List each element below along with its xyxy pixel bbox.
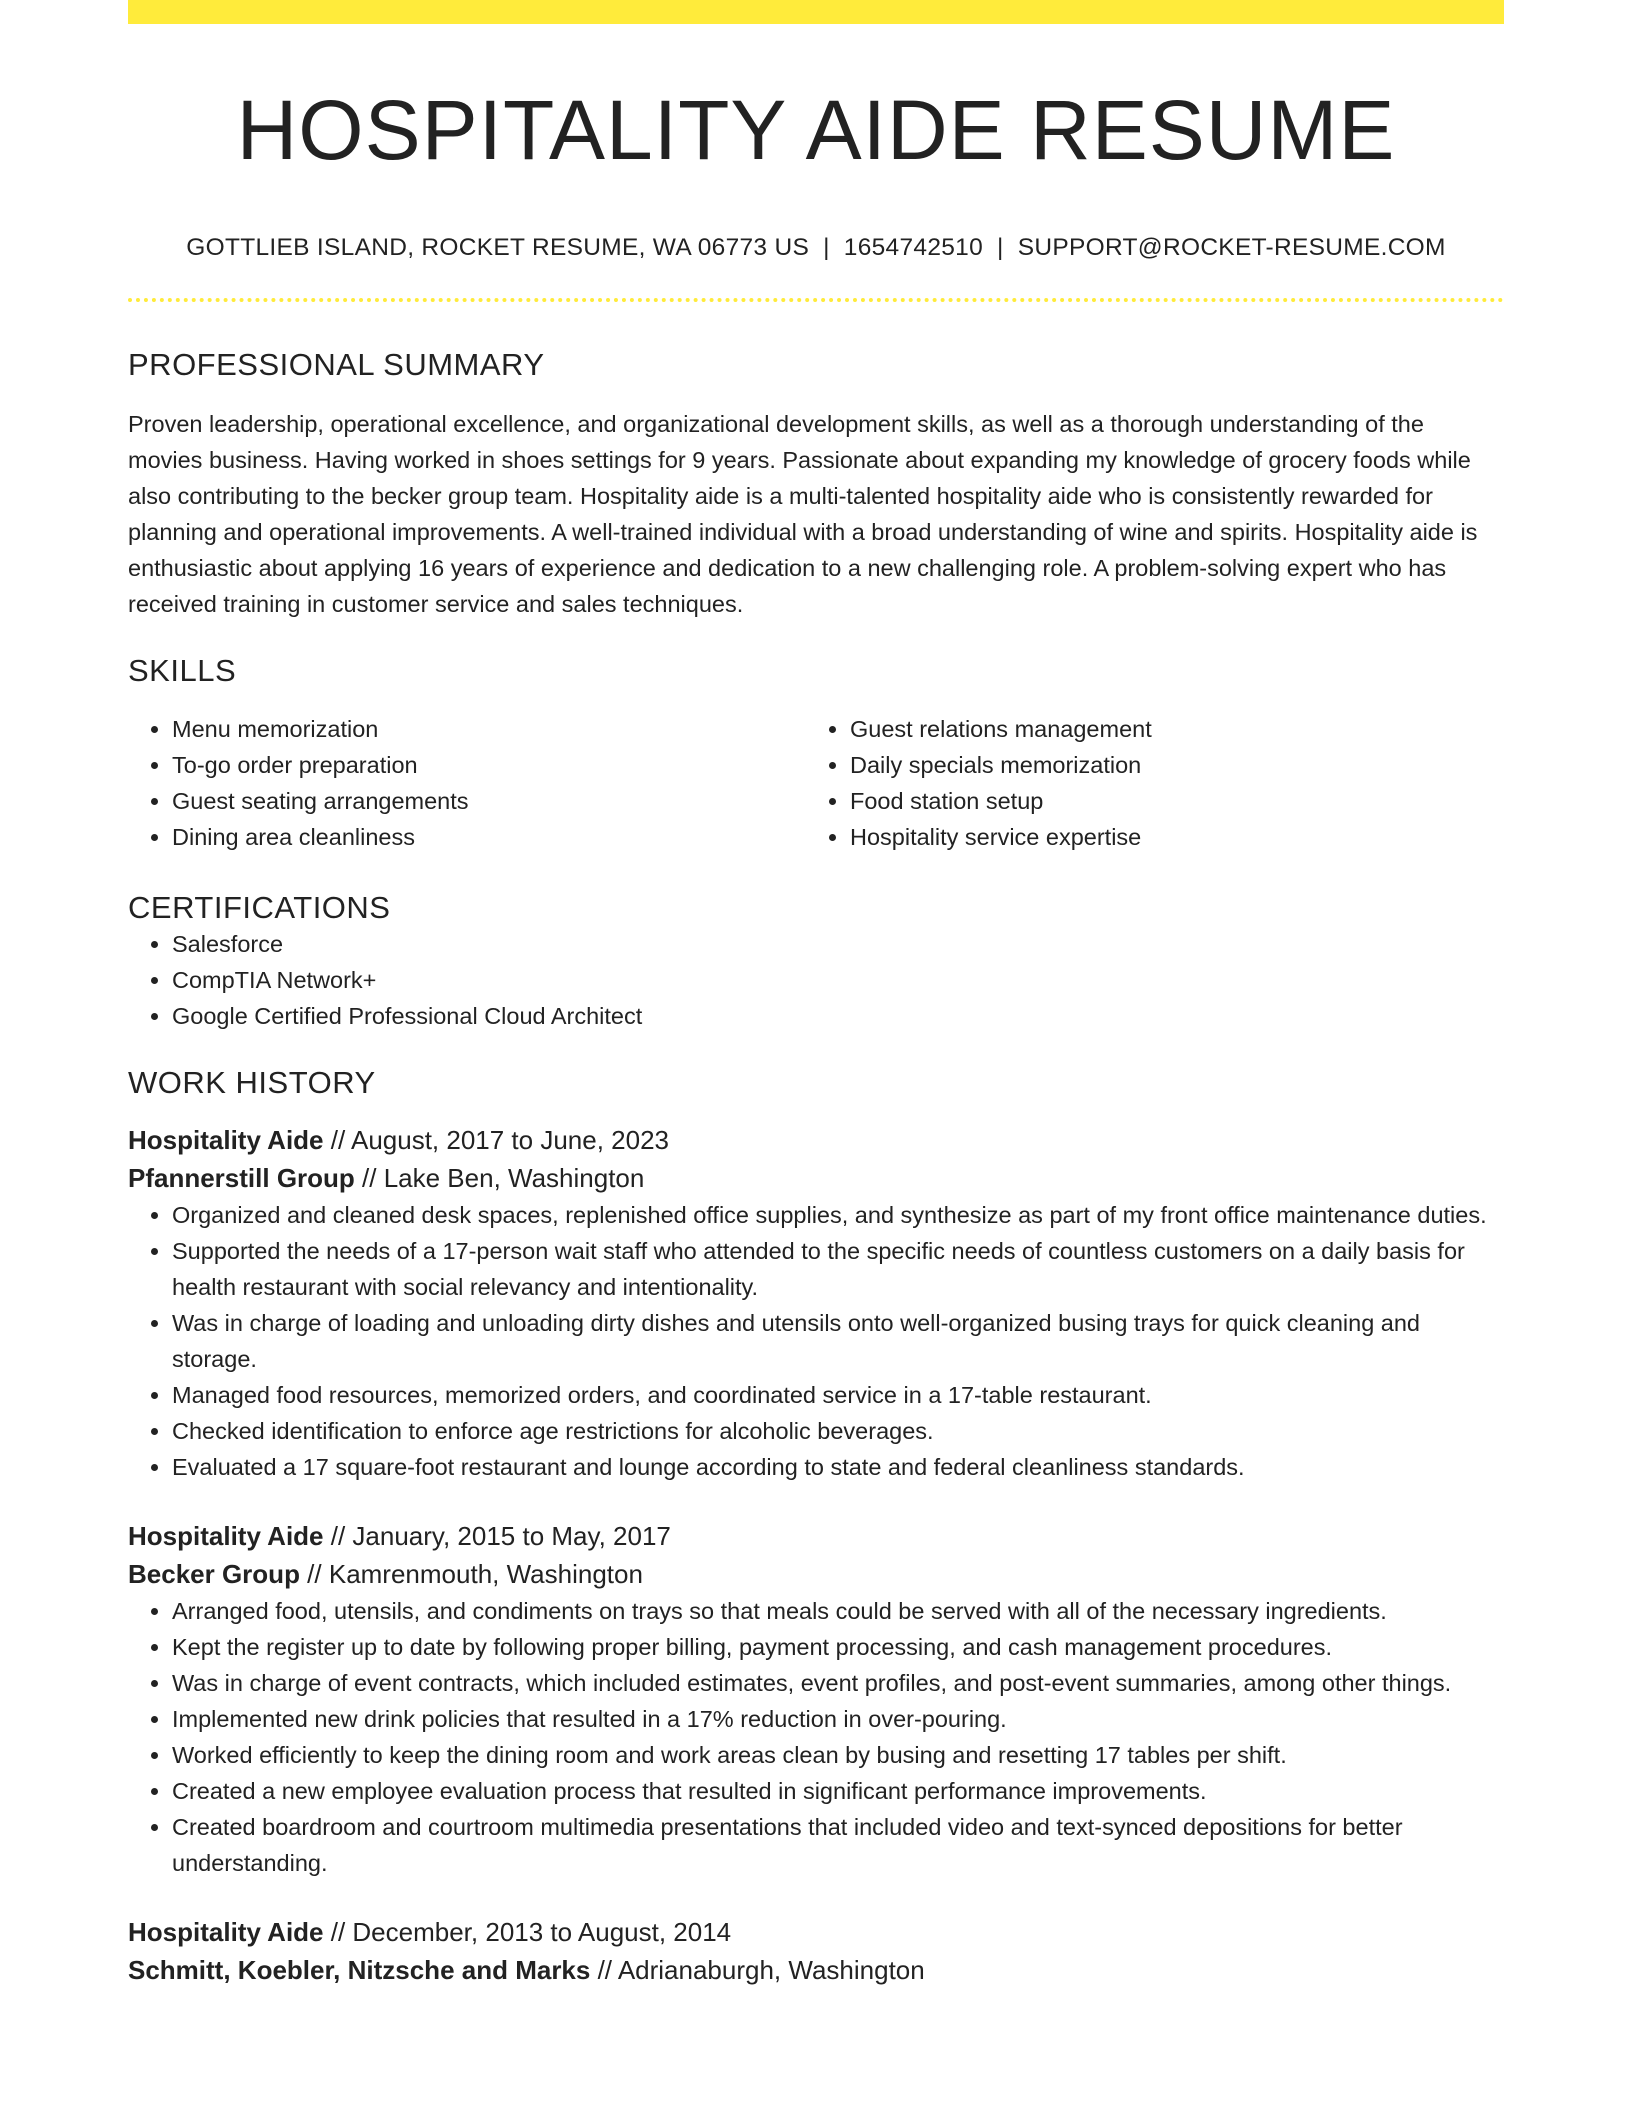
job-entry [128, 1121, 1504, 1485]
job-title-line [128, 1517, 1504, 1555]
certifications-heading: CERTIFICATIONS [128, 889, 391, 925]
certification-item: • Google Certified Professional Cloud Architect [172, 998, 1504, 1034]
contact-line [128, 234, 1504, 262]
job-company: Pfannerstill Group [128, 1163, 355, 1194]
certification-item: • CompTIA Network+ [172, 962, 1504, 998]
job-company: Schmitt, Koebler, Nitzsche and Marks [128, 1955, 591, 1986]
job-title: Hospitality Aide [128, 1521, 324, 1552]
job-company-line [128, 1159, 1504, 1197]
job-bullet: • Organized and cleaned desk spaces, replenished office supplies, and synthesize as part of my front office maintenance duties. [172, 1197, 1504, 1233]
skill-item: • Guest seating arrangements [172, 783, 806, 819]
job-location: // Kamrenmouth, Washington [299, 1559, 643, 1590]
contact-separator: | [997, 234, 1004, 262]
contact-address: GOTTLIEB ISLAND, ROCKET RESUME, WA 06773 US [186, 234, 810, 262]
skills-grid [128, 711, 1504, 855]
job-bullet: • Was in charge of event contracts, which included estimates, event profiles, and post-event summaries, among other things. [172, 1665, 1504, 1701]
job-location: // Lake Ben, Washington [354, 1163, 645, 1194]
skill-item: • Hospitality service expertise [850, 819, 1484, 855]
job-title-line [128, 1121, 1504, 1159]
skill-item: • To-go order preparation [172, 747, 806, 783]
job-dates: // August, 2017 to June, 2023 [323, 1125, 670, 1156]
job-dates: // December, 2013 to August, 2014 [323, 1917, 732, 1948]
certifications-list [128, 926, 1504, 1034]
job-bullets [128, 1197, 1504, 1485]
skills-list-right [806, 711, 1484, 855]
skill-item: • Menu memorization [172, 711, 806, 747]
job-title: Hospitality Aide [128, 1125, 324, 1156]
job-company: Becker Group [128, 1559, 300, 1590]
job-dates: // January, 2015 to May, 2017 [323, 1521, 671, 1552]
job-bullet: • Arranged food, utensils, and condiments on trays so that meals could be served with all of the necessary ingredients. [172, 1593, 1504, 1629]
resume-content [128, 0, 1504, 1989]
skill-item: • Dining area cleanliness [172, 819, 806, 855]
job-title: Hospitality Aide [128, 1917, 324, 1948]
job-bullet: • Implemented new drink policies that resulted in a 17% reduction in over-pouring. [172, 1701, 1504, 1737]
job-bullet: • Worked efficiently to keep the dining room and work areas clean by busing and resetting 17 tables per shift. [172, 1737, 1504, 1773]
job-bullet: • Checked identification to enforce age restrictions for alcoholic beverages. [172, 1413, 1504, 1449]
summary-text: Proven leadership, operational excellence, and organizational development skills, as well as a thorough understanding of the movies business. Having worked in shoes settings for 9 years. Passionate about expanding my knowledge of grocery foods while also contributing to the becker group team. Hospitality aide is a multi-talented hospitality aide who is consistently rewarded for planning and operational improvements. A well-trained individual with a broad understanding of wine and spirits. Hospitality aide is enthusiastic about applying 16 years of experience and dedication to a new challenging role. A problem-solving expert who has received training in customer service and sales techniques. [128, 410, 1478, 617]
job-bullet: • Created boardroom and courtroom multimedia presentations that included video and text-synced depositions for better understanding. [172, 1809, 1504, 1881]
skills-column-left [128, 711, 806, 855]
skill-item: • Daily specials memorization [850, 747, 1484, 783]
job-bullets [128, 1593, 1504, 1881]
contact-separator: | [823, 234, 830, 262]
job-entry [128, 1913, 1504, 1989]
skills-column-right [806, 711, 1484, 855]
skill-item: • Food station setup [850, 783, 1484, 819]
job-bullet: • Evaluated a 17 square-foot restaurant and lounge according to state and federal cleanliness standards. [172, 1449, 1504, 1485]
accent-top-bar [128, 0, 1504, 24]
skill-item: • Guest relations management [850, 711, 1484, 747]
job-title-line [128, 1913, 1504, 1951]
contact-email: SUPPORT@ROCKET-RESUME.COM [1017, 234, 1446, 262]
contact-phone: 1654742510 [843, 234, 984, 262]
job-bullet: • Created a new employee evaluation process that resulted in significant performance improvements. [172, 1773, 1504, 1809]
summary-heading: PROFESSIONAL SUMMARY [128, 347, 545, 383]
job-bullet: • Supported the needs of a 17-person wait staff who attended to the specific needs of countless customers on a daily basis for health restaurant with social relevancy and intentionality. [172, 1233, 1504, 1305]
dotted-divider [128, 298, 1504, 302]
skills-heading: SKILLS [128, 652, 237, 688]
job-bullet: • Was in charge of loading and unloading dirty dishes and utensils onto well-organized busing trays for quick cleaning and storage. [172, 1305, 1504, 1377]
job-location: // Adrianaburgh, Washington [590, 1955, 925, 1986]
job-entry [128, 1517, 1504, 1881]
skills-list-left [128, 711, 806, 855]
job-company-line [128, 1951, 1504, 1989]
work-history-heading: WORK HISTORY [128, 1064, 376, 1100]
resume-title: HOSPITALITY AIDE RESUME [236, 83, 1396, 177]
job-bullet: • Managed food resources, memorized orders, and coordinated service in a 17-table restaurant. [172, 1377, 1504, 1413]
certification-item: • Salesforce [172, 926, 1504, 962]
job-company-line [128, 1555, 1504, 1593]
job-bullet: • Kept the register up to date by following proper billing, payment processing, and cash management procedures. [172, 1629, 1504, 1665]
